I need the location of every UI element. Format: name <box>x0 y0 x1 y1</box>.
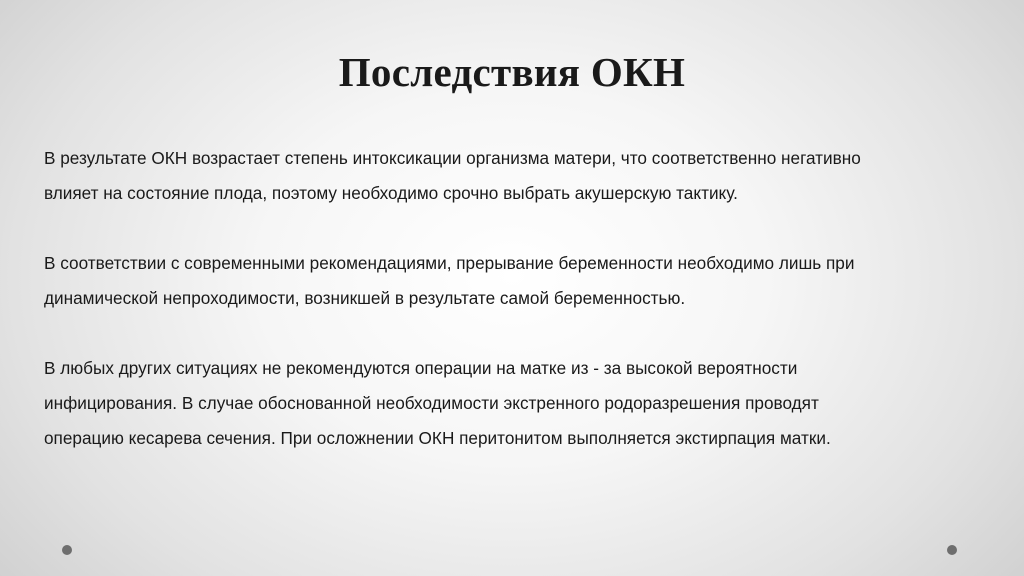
paragraph-line: инфицирования. В случае обоснованной необходимости экстренного родоразрешения проводят <box>44 393 819 413</box>
paragraph-line: В результате ОКН возрастает степень интоксикации организма матери, что соответственно негативно <box>44 148 861 168</box>
paragraph-1 <box>44 141 974 211</box>
paragraph-2 <box>44 246 974 316</box>
decorative-dot-left <box>62 545 72 555</box>
paragraph-3 <box>44 351 974 456</box>
paragraph-line: В соответствии с современными рекомендациями, прерывание беременности необходимо лишь при <box>44 253 855 273</box>
paragraph-line: динамической непроходимости, возникшей в результате самой беременностью. <box>44 288 686 308</box>
decorative-dot-right <box>947 545 957 555</box>
paragraph-line: влияет на состояние плода, поэтому необходимо срочно выбрать акушерскую тактику. <box>44 183 738 203</box>
slide-title: Последствия ОКН <box>338 49 686 95</box>
slide-body <box>44 141 974 491</box>
paragraph-line: операцию кесарева сечения. При осложнении ОКН перитонитом выполняется экстирпация матки. <box>44 428 831 448</box>
paragraph-line: В любых других ситуациях не рекомендуются операции на матке из - за высокой вероятности <box>44 358 798 378</box>
